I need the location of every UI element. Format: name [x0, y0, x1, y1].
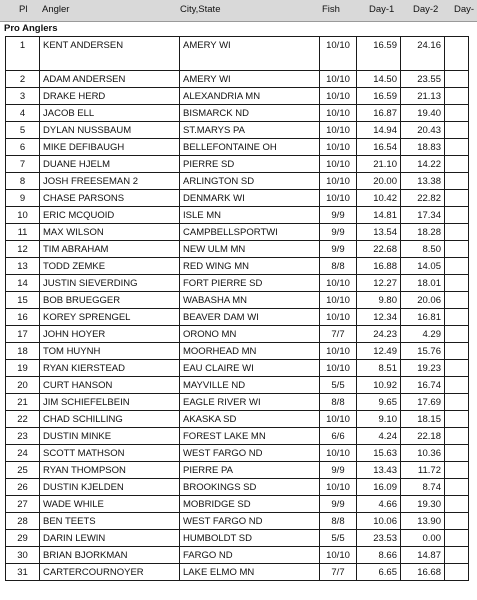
- city-state-cell: NEW ULM MN: [180, 241, 320, 258]
- angler-cell: DUANE HJELM: [40, 156, 180, 173]
- day-2-cell: 24.16: [401, 37, 445, 71]
- day-3-cell: [445, 343, 469, 360]
- angler-cell: TIM ABRAHAM: [40, 241, 180, 258]
- place-cell: 17: [6, 326, 40, 343]
- table-row: [6, 530, 469, 547]
- table-row: [6, 105, 469, 122]
- day-1-cell: 14.50: [357, 71, 401, 88]
- section-heading: [0, 22, 477, 36]
- day-1-cell: 4.24: [357, 428, 401, 445]
- city-state-cell: BROOKINGS SD: [180, 479, 320, 496]
- place-cell: 14: [6, 275, 40, 292]
- day-3-cell: [445, 173, 469, 190]
- table-row: [6, 377, 469, 394]
- day-3-cell: [445, 88, 469, 105]
- header-day-2: Day-2: [413, 4, 439, 15]
- day-3-cell: [445, 241, 469, 258]
- city-state-cell: MOBRIDGE SD: [180, 496, 320, 513]
- angler-cell: KENT ANDERSEN: [40, 37, 180, 71]
- angler-cell: DYLAN NUSSBAUM: [40, 122, 180, 139]
- day-2-cell: 16.81: [401, 309, 445, 326]
- city-state-cell: AKASKA SD: [180, 411, 320, 428]
- city-state-cell: ST.MARYS PA: [180, 122, 320, 139]
- table-row: [6, 139, 469, 156]
- city-state-cell: PIERRE PA: [180, 462, 320, 479]
- place-cell: 20: [6, 377, 40, 394]
- table-row: [6, 122, 469, 139]
- day-3-cell: [445, 326, 469, 343]
- day-3-cell: [445, 462, 469, 479]
- day-3-cell: [445, 190, 469, 207]
- day-2-cell: 10.36: [401, 445, 445, 462]
- day-2-cell: 17.69: [401, 394, 445, 411]
- results-rows: [6, 37, 469, 581]
- angler-cell: BOB BRUEGGER: [40, 292, 180, 309]
- header-fish: Fish: [322, 4, 340, 15]
- city-state-cell: HUMBOLDT SD: [180, 530, 320, 547]
- fish-cell: 9/9: [320, 496, 357, 513]
- fish-cell: 7/7: [320, 326, 357, 343]
- place-cell: 12: [6, 241, 40, 258]
- fish-cell: 9/9: [320, 224, 357, 241]
- place-cell: 7: [6, 156, 40, 173]
- table-row: [6, 292, 469, 309]
- city-state-cell: FORT PIERRE SD: [180, 275, 320, 292]
- fish-cell: 5/5: [320, 530, 357, 547]
- day-1-cell: 8.51: [357, 360, 401, 377]
- city-state-cell: ALEXANDRIA MN: [180, 88, 320, 105]
- header-place: Pl: [19, 4, 28, 15]
- place-cell: 26: [6, 479, 40, 496]
- day-2-cell: 19.30: [401, 496, 445, 513]
- angler-cell: CARTERCOURNOYER: [40, 564, 180, 581]
- fish-cell: 9/9: [320, 462, 357, 479]
- place-cell: 8: [6, 173, 40, 190]
- place-cell: 21: [6, 394, 40, 411]
- city-state-cell: DENMARK WI: [180, 190, 320, 207]
- fish-cell: 10/10: [320, 88, 357, 105]
- day-3-cell: [445, 156, 469, 173]
- angler-cell: JACOB ELL: [40, 105, 180, 122]
- section-title: Pro Anglers: [4, 23, 58, 34]
- angler-cell: DUSTIN KJELDEN: [40, 479, 180, 496]
- day-1-cell: 12.27: [357, 275, 401, 292]
- table-row: [6, 411, 469, 428]
- fish-cell: 10/10: [320, 360, 357, 377]
- table-row: [6, 547, 469, 564]
- header-angler: Angler: [42, 4, 70, 15]
- city-state-cell: FOREST LAKE MN: [180, 428, 320, 445]
- angler-cell: BEN TEETS: [40, 513, 180, 530]
- place-cell: 30: [6, 547, 40, 564]
- fish-cell: 10/10: [320, 37, 357, 71]
- fish-cell: 10/10: [320, 173, 357, 190]
- place-cell: 23: [6, 428, 40, 445]
- fish-cell: 9/9: [320, 207, 357, 224]
- table-row: [6, 88, 469, 105]
- angler-cell: RYAN THOMPSON: [40, 462, 180, 479]
- day-1-cell: 16.87: [357, 105, 401, 122]
- place-cell: 4: [6, 105, 40, 122]
- angler-cell: MIKE DEFIBAUGH: [40, 139, 180, 156]
- day-1-cell: 14.94: [357, 122, 401, 139]
- day-1-cell: 9.10: [357, 411, 401, 428]
- city-state-cell: PIERRE SD: [180, 156, 320, 173]
- angler-cell: MAX WILSON: [40, 224, 180, 241]
- table-row: [6, 326, 469, 343]
- day-1-cell: 8.66: [357, 547, 401, 564]
- place-cell: 6: [6, 139, 40, 156]
- place-cell: 24: [6, 445, 40, 462]
- day-1-cell: 6.65: [357, 564, 401, 581]
- angler-cell: BRIAN BJORKMAN: [40, 547, 180, 564]
- day-1-cell: 16.59: [357, 37, 401, 71]
- fish-cell: 10/10: [320, 71, 357, 88]
- day-2-cell: 18.83: [401, 139, 445, 156]
- city-state-cell: ORONO MN: [180, 326, 320, 343]
- day-3-cell: [445, 309, 469, 326]
- day-1-cell: 23.53: [357, 530, 401, 547]
- day-2-cell: 8.74: [401, 479, 445, 496]
- day-1-cell: 22.68: [357, 241, 401, 258]
- city-state-cell: CAMPBELLSPORTWI: [180, 224, 320, 241]
- place-cell: 10: [6, 207, 40, 224]
- day-2-cell: 15.76: [401, 343, 445, 360]
- fish-cell: 9/9: [320, 241, 357, 258]
- day-3-cell: [445, 513, 469, 530]
- table-row: [6, 207, 469, 224]
- angler-cell: JOHN HOYER: [40, 326, 180, 343]
- day-1-cell: 13.43: [357, 462, 401, 479]
- day-3-cell: [445, 530, 469, 547]
- day-2-cell: 11.72: [401, 462, 445, 479]
- day-2-cell: 13.38: [401, 173, 445, 190]
- angler-cell: CHASE PARSONS: [40, 190, 180, 207]
- table-row: [6, 513, 469, 530]
- city-state-cell: BELLEFONTAINE OH: [180, 139, 320, 156]
- column-header-bar: [0, 0, 477, 22]
- day-2-cell: 19.23: [401, 360, 445, 377]
- day-1-cell: 4.66: [357, 496, 401, 513]
- angler-cell: ERIC MCQUOID: [40, 207, 180, 224]
- table-row: [6, 37, 469, 71]
- angler-cell: JOSH FREESEMAN 2: [40, 173, 180, 190]
- fish-cell: 8/8: [320, 258, 357, 275]
- day-1-cell: 24.23: [357, 326, 401, 343]
- table-row: [6, 173, 469, 190]
- table-row: [6, 71, 469, 88]
- place-cell: 2: [6, 71, 40, 88]
- angler-cell: WADE WHILE: [40, 496, 180, 513]
- fish-cell: 8/8: [320, 513, 357, 530]
- day-1-cell: 16.54: [357, 139, 401, 156]
- fish-cell: 10/10: [320, 105, 357, 122]
- fish-cell: 8/8: [320, 394, 357, 411]
- fish-cell: 10/10: [320, 292, 357, 309]
- day-3-cell: [445, 275, 469, 292]
- day-3-cell: [445, 547, 469, 564]
- day-3-cell: [445, 139, 469, 156]
- day-1-cell: 12.34: [357, 309, 401, 326]
- day-3-cell: [445, 258, 469, 275]
- day-2-cell: 0.00: [401, 530, 445, 547]
- city-state-cell: RED WING MN: [180, 258, 320, 275]
- fish-cell: 10/10: [320, 343, 357, 360]
- day-1-cell: 20.00: [357, 173, 401, 190]
- day-2-cell: 4.29: [401, 326, 445, 343]
- table-row: [6, 428, 469, 445]
- place-cell: 31: [6, 564, 40, 581]
- city-state-cell: FARGO ND: [180, 547, 320, 564]
- fish-cell: 10/10: [320, 190, 357, 207]
- angler-cell: JIM SCHIEFELBEIN: [40, 394, 180, 411]
- place-cell: 1: [6, 37, 40, 71]
- day-2-cell: 18.15: [401, 411, 445, 428]
- day-2-cell: 14.05: [401, 258, 445, 275]
- day-2-cell: 14.87: [401, 547, 445, 564]
- day-1-cell: 14.81: [357, 207, 401, 224]
- place-cell: 9: [6, 190, 40, 207]
- city-state-cell: BISMARCK ND: [180, 105, 320, 122]
- fish-cell: 10/10: [320, 156, 357, 173]
- day-2-cell: 8.50: [401, 241, 445, 258]
- table-row: [6, 241, 469, 258]
- angler-cell: RYAN KIERSTEAD: [40, 360, 180, 377]
- place-cell: 27: [6, 496, 40, 513]
- angler-cell: SCOTT MATHSON: [40, 445, 180, 462]
- header-city-state: City,State: [180, 4, 221, 15]
- table-row: [6, 394, 469, 411]
- table-row: [6, 156, 469, 173]
- angler-cell: DARIN LEWIN: [40, 530, 180, 547]
- table-row: [6, 462, 469, 479]
- angler-cell: DRAKE HERD: [40, 88, 180, 105]
- angler-cell: TODD ZEMKE: [40, 258, 180, 275]
- table-row: [6, 343, 469, 360]
- day-1-cell: 10.42: [357, 190, 401, 207]
- table-row: [6, 190, 469, 207]
- city-state-cell: LAKE ELMO MN: [180, 564, 320, 581]
- city-state-cell: EAGLE RIVER WI: [180, 394, 320, 411]
- day-3-cell: [445, 122, 469, 139]
- day-1-cell: 10.06: [357, 513, 401, 530]
- place-cell: 19: [6, 360, 40, 377]
- angler-cell: DUSTIN MINKE: [40, 428, 180, 445]
- day-3-cell: [445, 292, 469, 309]
- place-cell: 15: [6, 292, 40, 309]
- day-1-cell: 13.54: [357, 224, 401, 241]
- fish-cell: 10/10: [320, 122, 357, 139]
- fish-cell: 10/10: [320, 309, 357, 326]
- place-cell: 13: [6, 258, 40, 275]
- day-2-cell: 18.01: [401, 275, 445, 292]
- day-2-cell: 14.22: [401, 156, 445, 173]
- fish-cell: 10/10: [320, 139, 357, 156]
- place-cell: 3: [6, 88, 40, 105]
- angler-cell: CURT HANSON: [40, 377, 180, 394]
- table-row: [6, 224, 469, 241]
- city-state-cell: BEAVER DAM WI: [180, 309, 320, 326]
- table-row: [6, 445, 469, 462]
- fish-cell: 10/10: [320, 411, 357, 428]
- day-2-cell: 20.43: [401, 122, 445, 139]
- angler-cell: CHAD SCHILLING: [40, 411, 180, 428]
- results-table: [5, 36, 469, 581]
- day-3-cell: [445, 445, 469, 462]
- day-1-cell: 16.09: [357, 479, 401, 496]
- fish-cell: 10/10: [320, 547, 357, 564]
- day-2-cell: 23.55: [401, 71, 445, 88]
- city-state-cell: AMERY WI: [180, 71, 320, 88]
- day-3-cell: [445, 479, 469, 496]
- day-3-cell: [445, 496, 469, 513]
- fish-cell: 6/6: [320, 428, 357, 445]
- day-2-cell: 21.13: [401, 88, 445, 105]
- day-1-cell: 16.59: [357, 88, 401, 105]
- city-state-cell: WEST FARGO ND: [180, 445, 320, 462]
- day-1-cell: 16.88: [357, 258, 401, 275]
- fish-cell: 10/10: [320, 445, 357, 462]
- day-1-cell: 15.63: [357, 445, 401, 462]
- city-state-cell: MOORHEAD MN: [180, 343, 320, 360]
- angler-cell: ADAM ANDERSEN: [40, 71, 180, 88]
- city-state-cell: WEST FARGO ND: [180, 513, 320, 530]
- angler-cell: KOREY SPRENGEL: [40, 309, 180, 326]
- city-state-cell: EAU CLAIRE WI: [180, 360, 320, 377]
- day-3-cell: [445, 428, 469, 445]
- table-row: [6, 309, 469, 326]
- place-cell: 29: [6, 530, 40, 547]
- day-3-cell: [445, 105, 469, 122]
- day-2-cell: 18.28: [401, 224, 445, 241]
- place-cell: 11: [6, 224, 40, 241]
- fish-cell: 10/10: [320, 479, 357, 496]
- city-state-cell: ARLINGTON SD: [180, 173, 320, 190]
- table-row: [6, 360, 469, 377]
- table-row: [6, 564, 469, 581]
- place-cell: 18: [6, 343, 40, 360]
- fish-cell: 10/10: [320, 275, 357, 292]
- city-state-cell: WABASHA MN: [180, 292, 320, 309]
- place-cell: 28: [6, 513, 40, 530]
- header-day-3: Day-: [454, 4, 475, 15]
- day-3-cell: [445, 564, 469, 581]
- place-cell: 25: [6, 462, 40, 479]
- header-day-1: Day-1: [369, 4, 395, 15]
- table-row: [6, 258, 469, 275]
- angler-cell: TOM HUYNH: [40, 343, 180, 360]
- table-row: [6, 496, 469, 513]
- day-3-cell: [445, 394, 469, 411]
- day-3-cell: [445, 411, 469, 428]
- table-row: [6, 479, 469, 496]
- place-cell: 22: [6, 411, 40, 428]
- day-2-cell: 16.74: [401, 377, 445, 394]
- fish-cell: 7/7: [320, 564, 357, 581]
- day-2-cell: 22.18: [401, 428, 445, 445]
- day-2-cell: 16.68: [401, 564, 445, 581]
- day-1-cell: 10.92: [357, 377, 401, 394]
- day-1-cell: 9.65: [357, 394, 401, 411]
- city-state-cell: AMERY WI: [180, 37, 320, 71]
- day-3-cell: [445, 377, 469, 394]
- day-3-cell: [445, 360, 469, 377]
- day-2-cell: 19.40: [401, 105, 445, 122]
- day-2-cell: 17.34: [401, 207, 445, 224]
- day-1-cell: 12.49: [357, 343, 401, 360]
- day-2-cell: 22.82: [401, 190, 445, 207]
- day-1-cell: 9.80: [357, 292, 401, 309]
- angler-cell: JUSTIN SIEVERDING: [40, 275, 180, 292]
- day-3-cell: [445, 207, 469, 224]
- city-state-cell: MAYVILLE ND: [180, 377, 320, 394]
- day-1-cell: 21.10: [357, 156, 401, 173]
- table-row: [6, 275, 469, 292]
- day-3-cell: [445, 37, 469, 71]
- day-3-cell: [445, 71, 469, 88]
- place-cell: 16: [6, 309, 40, 326]
- day-3-cell: [445, 224, 469, 241]
- day-2-cell: 13.90: [401, 513, 445, 530]
- city-state-cell: ISLE MN: [180, 207, 320, 224]
- place-cell: 5: [6, 122, 40, 139]
- day-2-cell: 20.06: [401, 292, 445, 309]
- fish-cell: 5/5: [320, 377, 357, 394]
